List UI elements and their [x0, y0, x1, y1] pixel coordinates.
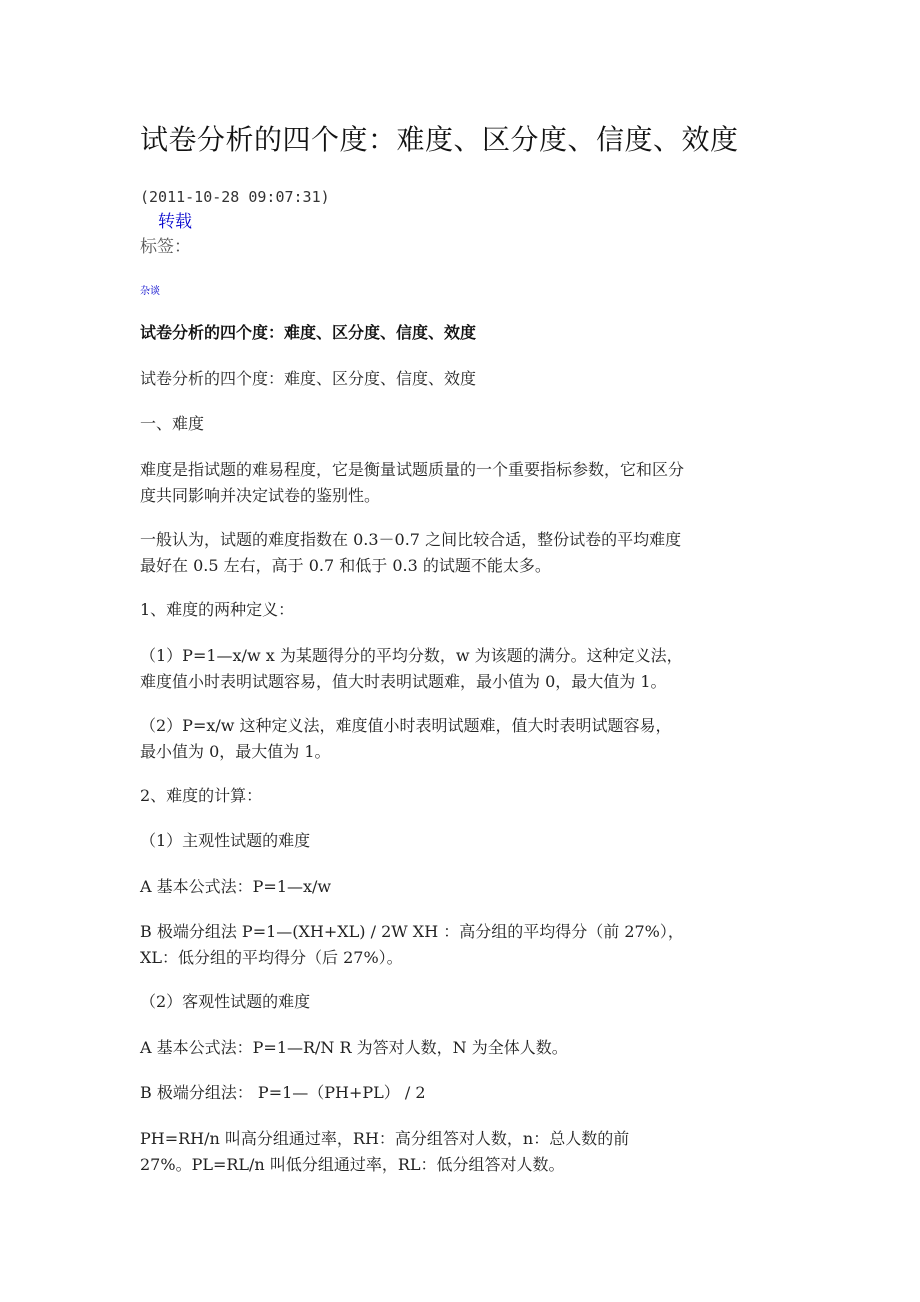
heading-difficulty: 一、难度 [140, 414, 205, 433]
article-title: 试卷分析的四个度：难度、区分度、信度、效度 [140, 123, 739, 156]
paragraph: 1、难度的两种定义： [140, 600, 295, 619]
paragraph: 2、难度的计算： [140, 786, 263, 805]
tags-label: 标签： [140, 237, 191, 257]
paragraph: （2）P=x/w 这种定义法，难度值小时表明试题难，值大时表明试题容易， 最小值为 0，最大值为 1。 [140, 716, 672, 761]
paragraph: A 基本公式法：P=1—R/N R 为答对人数，N 为全体人数。 [140, 1038, 568, 1057]
repost-link[interactable]: 转载 [158, 212, 192, 232]
paragraph: B 极端分组法： P=1—（PH+PL） / 2 [140, 1083, 426, 1102]
paragraph: 一般认为，试题的难度指数在 0.3－0.7 之间比较合适，整份试卷的平均难度 最好在 0.5 左右，高于 0.7 和低于 0.3 的试题不能太多。 [140, 530, 682, 575]
paragraph: PH=RH/n 叫高分组通过率，RH：高分组答对人数，n：总人数的前 27%。PL=RL/n 叫低分组通过率，RL：低分组答对人数。 [140, 1129, 630, 1174]
tag-link[interactable]: 杂谈 [140, 286, 160, 297]
paragraph: B 极端分组法 P=1—(XH+XL) / 2W XH ：高分组的平均得分（前 27%）， XL：低分组的平均得分（后 27%）。 [140, 922, 684, 967]
post-date: (2011-10-28 09:07:31) [140, 188, 330, 206]
paragraph: （1）主观性试题的难度 [140, 831, 311, 850]
paragraph: （2）客观性试题的难度 [140, 992, 311, 1011]
paragraph: A 基本公式法：P=1—x/w [140, 877, 332, 896]
paragraph: （1）P=1—x/w x 为某题得分的平均分数，w 为该题的满分。这种定义法， 难度值小时表明试题容易，值大时表明试题难，最小值为 0，最大值为 1。 [140, 646, 683, 691]
paragraph: 试卷分析的四个度：难度、区分度、信度、效度 [140, 369, 477, 388]
paragraph: 难度是指试题的难易程度，它是衡量试题质量的一个重要指标参数，它和区分 度共同影响并决定试卷的鉴别性。 [140, 460, 685, 505]
section-heading: 试卷分析的四个度：难度、区分度、信度、效度 [140, 323, 477, 342]
